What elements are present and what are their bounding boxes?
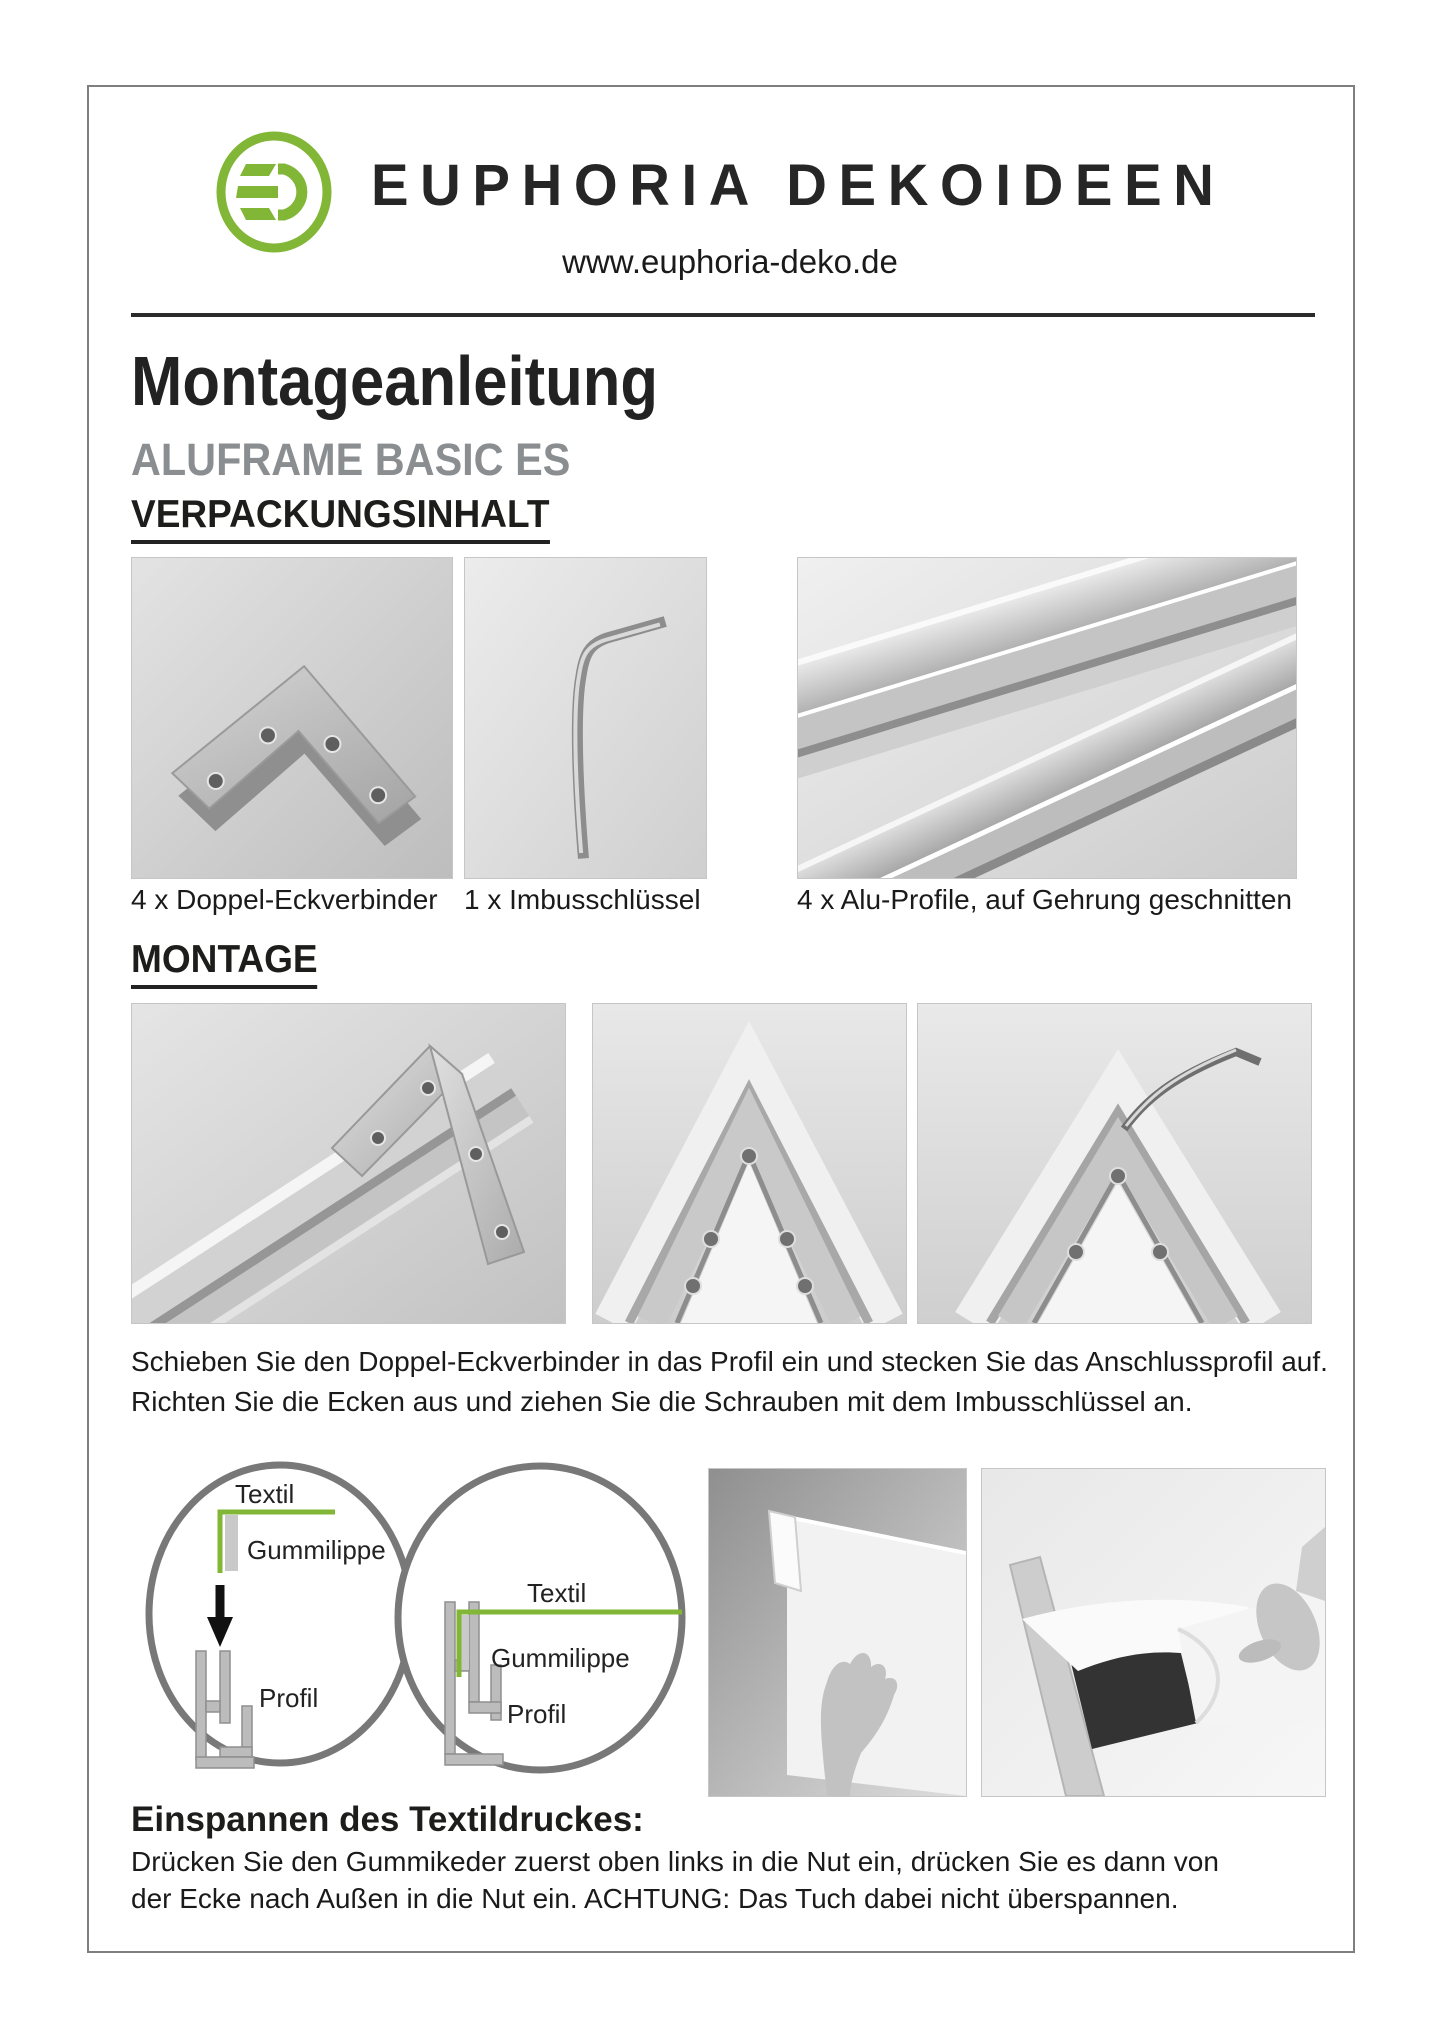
- page-title: Montageanleitung: [131, 342, 659, 420]
- packaging-photo-allen-key: [464, 557, 707, 879]
- assembled-corner-illustration: [593, 1004, 906, 1323]
- clamping-body: Drücken Sie den Gummikeder zuerst oben links in die Nut ein, drücken Sie es dann von der Ecke nach Außen in die Nut ein. ACHTUNG: Das Tuch dabei nicht überspannen.: [131, 1846, 1219, 1914]
- fabric-photo-pull-edge: [981, 1468, 1326, 1797]
- label-gummilippe-left: Gummilippe: [247, 1535, 386, 1565]
- corner-allen-key-illustration: [918, 1004, 1311, 1323]
- label-profil-left: Profil: [259, 1683, 319, 1713]
- montage-photo-corner-allen-key: [917, 1003, 1312, 1324]
- packaging-photo-corner-connector: [131, 557, 453, 879]
- fabric-photo-press-corner: [708, 1468, 967, 1797]
- caption-alu-profiles: 4 x Alu-Profile, auf Gehrung geschnitten: [797, 884, 1292, 915]
- montage-photo-connector-inserted: [131, 1003, 566, 1324]
- product-subtitle: ALUFRAME BASIC ES: [131, 434, 571, 485]
- label-gummilippe-right: Gummilippe: [491, 1643, 630, 1673]
- montage-description: Schieben Sie den Doppel-Eckverbinder in das Profil ein und stecken Sie das Anschlussprofil auf. Richten Sie die Ecken aus und ziehen Sie die Schrauben mit dem Imbusschlüssel an.: [131, 1346, 1328, 1417]
- packaging-photo-alu-profiles: [797, 557, 1297, 879]
- profile-diagram: [139, 1455, 699, 1805]
- brand-wordmark: EUPHORIA DEKOIDEEN: [371, 153, 1226, 218]
- montage-photo-assembled-corner: [592, 1003, 907, 1324]
- brand-logo-icon: [214, 130, 334, 254]
- corner-connector-illustration: [132, 558, 452, 878]
- allen-key-illustration: [465, 558, 706, 878]
- caption-allen-key: 1 x Imbusschlüssel: [464, 884, 701, 915]
- pull-edge-illustration: [982, 1469, 1325, 1796]
- header-divider-rule: [131, 313, 1315, 317]
- document-page: [87, 85, 1355, 1953]
- label-textil-right: Textil: [527, 1578, 587, 1608]
- site-url: www.euphoria-deko.de: [562, 243, 898, 280]
- label-textil-left: Textil: [235, 1479, 295, 1509]
- gummilippe-shape-left: [225, 1515, 238, 1571]
- connector-inserted-illustration: [132, 1004, 565, 1323]
- caption-corner-connector: 4 x Doppel-Eckverbinder: [131, 884, 438, 915]
- alu-profiles-illustration: [798, 558, 1296, 878]
- profile-diagram-svg: [139, 1455, 699, 1805]
- section-heading-montage: MONTAGE: [131, 940, 318, 989]
- clamping-heading: Einspannen des Textildruckes:: [131, 1800, 644, 1839]
- section-heading-packaging: VERPACKUNGSINHALT: [131, 495, 550, 544]
- label-profil-right: Profil: [507, 1699, 567, 1729]
- press-corner-illustration: [709, 1469, 966, 1796]
